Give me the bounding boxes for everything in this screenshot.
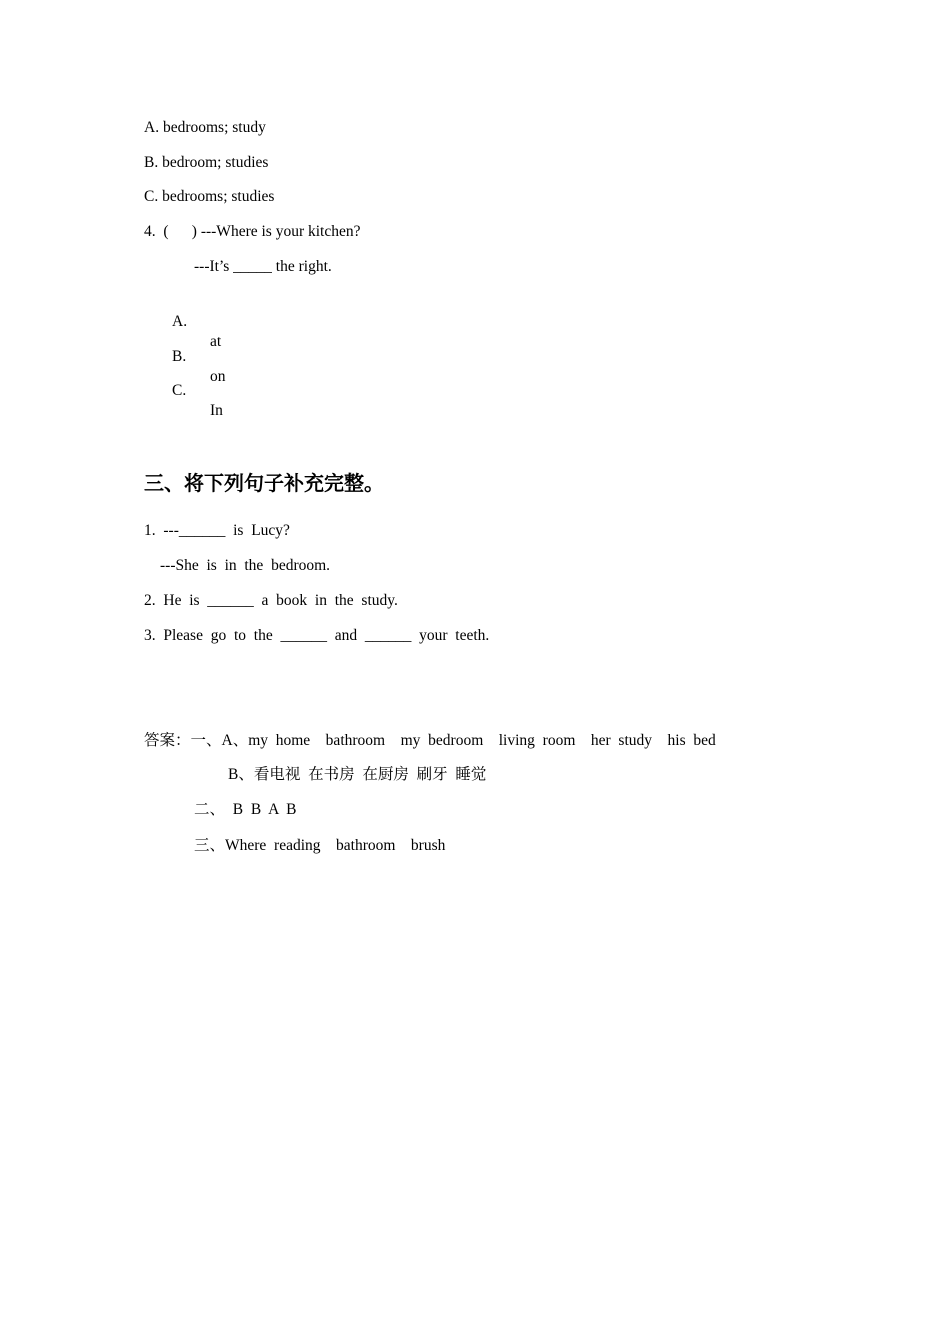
option-label: B. xyxy=(172,348,187,365)
option-text: at xyxy=(210,333,222,350)
s3-line-2: 2. He is ______ a book in the study. xyxy=(144,592,398,609)
q4-response: ---It’s _____ the right. xyxy=(194,258,332,275)
s3-line-3: 3. Please go to the ______ and ______ your teeth. xyxy=(144,627,490,644)
option-text: on xyxy=(210,368,226,385)
s3-line-1: 1. ---______ is Lucy? xyxy=(144,522,290,539)
answers-line-3: 二、 B B A B xyxy=(194,801,297,818)
answers-line-2: B、看电视 在书房 在厨房 刷牙 睡觉 xyxy=(228,766,487,783)
answers-line-4: 三、Where reading bathroom brush xyxy=(194,837,446,854)
q4-option-c xyxy=(172,361,372,421)
option-text: In xyxy=(210,402,223,419)
option-label: C. xyxy=(172,382,187,399)
q3-option-b: B. bedroom; studies xyxy=(144,154,269,171)
answers-line-1: 答案：一、A、my home bathroom my bedroom living room her study his bed xyxy=(144,732,716,749)
section3-title: 三、将下列句子补充完整。 xyxy=(144,471,384,495)
option-label: A. xyxy=(172,313,188,330)
s3-line-1-response: ---She is in the bedroom. xyxy=(160,557,331,574)
q3-option-a: A. bedrooms; study xyxy=(144,119,266,136)
q4-question: 4. ( ) ---Where is your kitchen? xyxy=(144,223,361,240)
q3-option-c: C. bedrooms; studies xyxy=(144,188,275,205)
